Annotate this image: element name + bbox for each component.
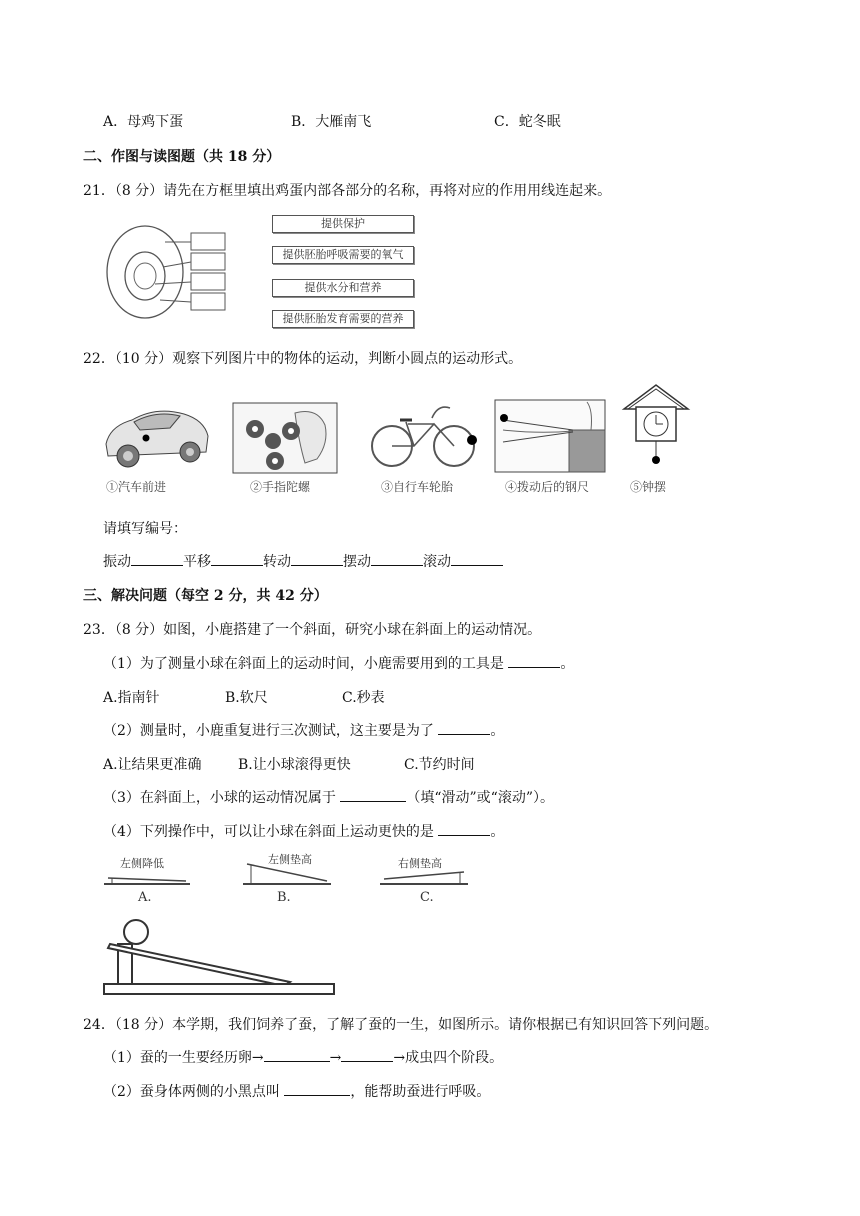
cuckoo-clock-image [622,383,690,471]
motion-vibration-label: 振动 [103,554,131,570]
q23-part2-text: （2）测量时，小鹿重复进行三次测试，这主要是为了 [103,723,434,739]
egg-diagram [105,222,230,322]
q24-stage2-blank[interactable] [264,1047,330,1062]
q23-part3-text: （3）在斜面上，小球的运动情况属于 [103,790,336,806]
q23-p1-option-b: B.软尺 [225,690,268,706]
q22-text: 22．（10 分）观察下列图片中的物体的运动，判断小圆点的运动形式。 [83,351,523,367]
q23-p2-option-a: A.让结果更准确 [103,757,202,773]
rotation-blank[interactable] [291,551,343,566]
caption-spinner: ②手指陀螺 [250,480,311,494]
ramp-a-diagram [104,868,190,888]
q23-part3-end: （填“滑动”或“滚动”）。 [406,790,554,806]
q24-part1-text: （1）蚕的一生要经历卵→ [103,1050,264,1066]
q23-part1-end: 。 [560,656,575,672]
ramp-c-diagram [380,864,468,888]
function-box-protect: 提供保护 [272,215,414,233]
bicycle-image [368,400,478,472]
option-b: B．大雁南飞 [291,114,372,130]
caption-bicycle: ③自行车轮胎 [381,480,454,494]
function-box-nutrition: 提供胚胎发育需要的营养 [272,310,414,328]
ramp-b-diagram [243,858,331,888]
q23-part1-blank[interactable] [508,653,560,668]
q24-text: 24．（18 分）本学期，我们饲养了蚕，了解了蚕的一生，如图所示。请你根据已有知识回答下列问题。 [83,1017,719,1033]
q24-part2-text: （2）蚕身体两侧的小黑点叫 [103,1084,280,1100]
q23-part4-blank[interactable] [438,821,490,836]
q23-part2-end: 。 [490,723,505,739]
q23-part4-text: （4）下列操作中，可以让小球在斜面上运动更快的是 [103,824,434,840]
ramp-b-label: 左侧垫高 [268,853,312,866]
motion-rolling-label: 滚动 [423,554,451,570]
function-box-oxygen: 提供胚胎呼吸需要的氧气 [272,246,414,264]
q24-stage3-blank[interactable] [341,1047,393,1062]
q23-p2-option-c: C.节约时间 [404,757,475,773]
fidget-spinner-image [233,403,337,473]
q23-p1-option-c: C.秒表 [342,690,385,706]
option-a: A．母鸡下蛋 [103,114,184,130]
ramp-a-label: 左侧降低 [120,857,164,870]
translation-blank[interactable] [211,551,263,566]
section-3-title: 三、解决问题（每空 2 分，共 42 分） [83,588,328,604]
q24-part2 [103,1081,490,1101]
q23-part1-text: （1）为了测量小球在斜面上的运动时间，小鹿需要用到的工具是 [103,656,504,672]
q24-arrow: → [329,1050,342,1066]
motion-translation-label: 平移 [183,554,211,570]
q23-part3-blank[interactable] [340,787,406,802]
vibration-blank[interactable] [131,551,183,566]
q24-part1 [103,1047,503,1067]
ramp-c-letter: C. [420,890,434,905]
option-c: C．蛇冬眠 [494,114,561,130]
caption-ruler: ④拨动后的钢尺 [505,480,590,494]
q23-p1-option-a: A.指南针 [103,690,160,706]
motion-swing-label: 摆动 [343,554,371,570]
ramp-c-label: 右侧垫高 [398,857,442,870]
q23-part3 [103,787,554,807]
caption-car: ①汽车前进 [106,480,167,494]
q23-p2-option-b: B.让小球滚得更快 [238,757,351,773]
rolling-blank[interactable] [451,551,503,566]
q21-text: 21．（8 分）请先在方框里填出鸡蛋内部各部分的名称，再将对应的作用用线连起来。 [83,183,612,199]
incline-ball-diagram [104,918,336,998]
caption-pendulum: ⑤钟摆 [630,480,667,494]
q23-part4-end: 。 [490,824,505,840]
ramp-b-letter: B. [277,890,291,905]
q24-part1-end: →成虫四个阶段。 [393,1050,504,1066]
q23-part1 [103,653,574,673]
swing-blank[interactable] [371,551,423,566]
ramp-a-letter: A. [138,890,152,905]
car-image [100,400,212,472]
q23-text: 23．（8 分）如图，小鹿搭建了一个斜面，研究小球在斜面上的运动情况。 [83,622,542,638]
q23-part4 [103,821,504,841]
function-box-water: 提供水分和营养 [272,279,414,297]
q23-part2 [103,720,504,740]
motion-rotation-label: 转动 [263,554,291,570]
q24-part2-end: ，能帮助蚕进行呼吸。 [350,1084,491,1100]
fill-prompt: 请填写编号： [103,521,187,537]
motion-fill-row [103,551,503,571]
section-2-title: 二、作图与读图题（共 18 分） [83,149,281,165]
steel-ruler-image [495,400,605,472]
q23-part2-blank[interactable] [438,720,490,735]
q24-part2-blank[interactable] [284,1081,350,1096]
